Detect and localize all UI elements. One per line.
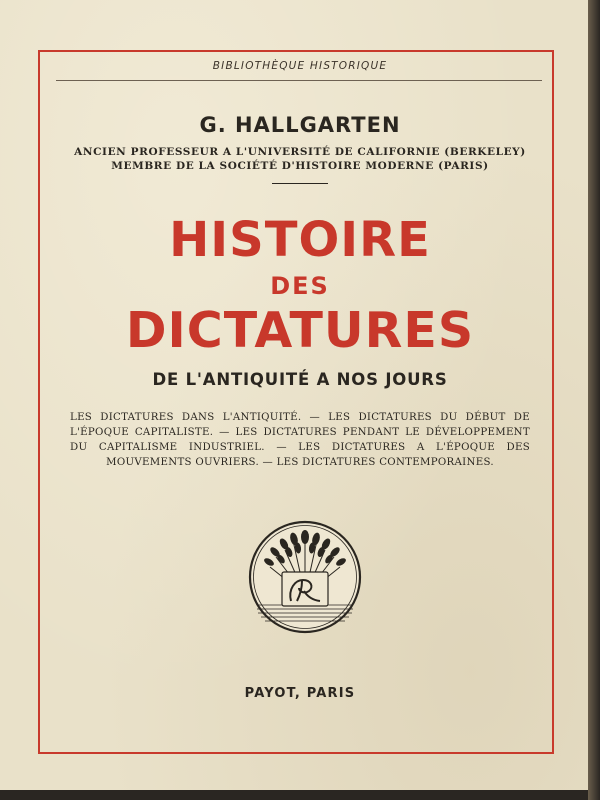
title-line-2: DES: [270, 272, 330, 300]
author-name: G. HALLGARTEN: [199, 113, 401, 137]
contents-summary: [70, 410, 530, 470]
wheat-sheaf-publisher-logo-icon: [248, 517, 362, 635]
contents-line: LES DICTATURES DANS L'ANTIQUITÉ. — LES DICTATURES DU DÉBUT DE: [70, 412, 530, 423]
series-name: BIBLIOTHÈQUE HISTORIQUE: [212, 60, 388, 72]
subtitle: DE L'ANTIQUITÉ A NOS JOURS: [152, 370, 448, 389]
contents-line: DU CAPITALISME INDUSTRIEL. — LES DICTATURES A L'ÉPOQUE DES: [70, 442, 530, 453]
book-edge-shadow: [588, 0, 600, 800]
contents-line: MOUVEMENTS OUVRIERS. — LES DICTATURES CONTEMPORAINES.: [106, 457, 494, 468]
contents-line: L'ÉPOQUE CAPITALISTE. — LES DICTATURES PENDANT LE DÉVELOPPEMENT: [70, 427, 530, 438]
title-line-1: HISTOIRE: [169, 212, 431, 268]
title-line-3: DICTATURES: [125, 302, 475, 359]
series-divider: [56, 80, 542, 81]
author-divider: [272, 183, 328, 184]
author-affiliation-2: MEMBRE DE LA SOCIÉTÉ D'HISTOIRE MODERNE (PARIS): [111, 160, 489, 172]
publisher-name: PAYOT, PARIS: [244, 686, 356, 701]
author-affiliation-1: ANCIEN PROFESSEUR A L'UNIVERSITÉ DE CALIFORNIE (BERKELEY): [74, 146, 526, 158]
